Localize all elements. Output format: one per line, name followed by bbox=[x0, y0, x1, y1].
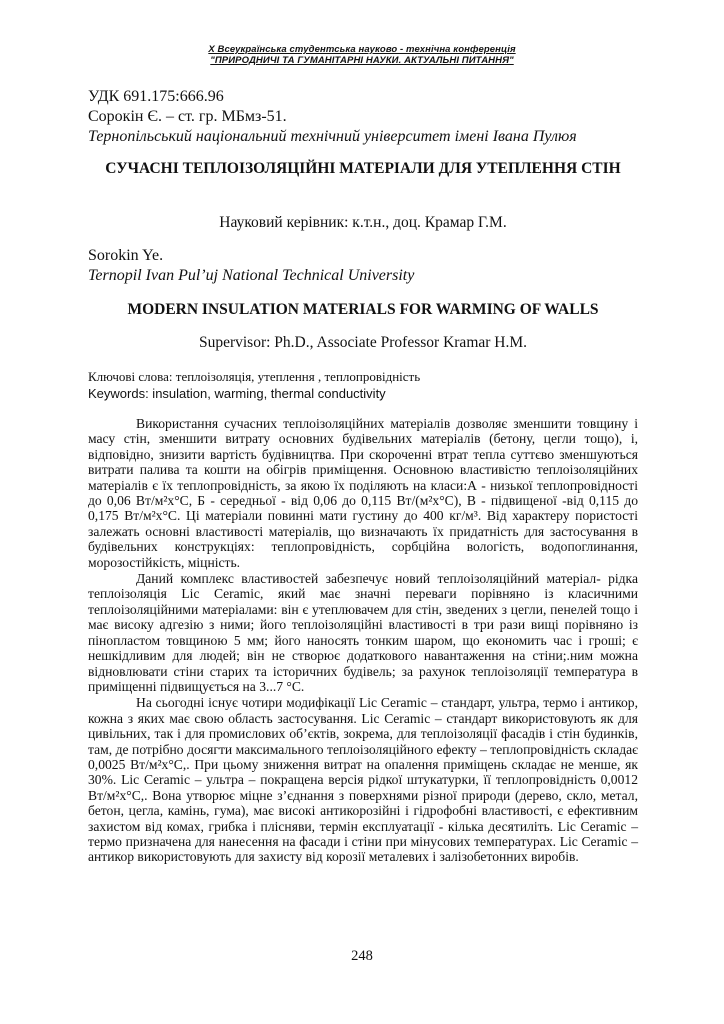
author-ua: Сорокін Є. – ст. гр. МБмз-51. bbox=[88, 108, 287, 125]
supervisor-ua: Науковий керівник: к.т.н., доц. Крамар Г.М. bbox=[219, 214, 507, 231]
supervisor-en: Supervisor: Ph.D., Associate Professor Kramar H.M. bbox=[198, 334, 528, 351]
paragraph-3: На сьогодні існує чотири модифікації Lic Ceramic – стандарт, ультра, термо і антикор, кожна з яких має свою область застосування. Lic Ceramic – стандарт використовують як для цивільних, так і для промислових об’єктів, зокрема, для теплоізоляції фасадів і стін будинків, там, де потрібно досягти максимального теплоізоляційного ефекту – теплопровідність складає 0,0025 Вт/м²х°С,. При цьому зниження витрат на опалення приміщень складає не менше, як 30%. Lic Ceramic – ультра – покращена версія рідкої штукатурки, її теплопровідність 0,0012 Вт/м²х°С,. Вона утворює міцне з’єднання з поверхнями різної природи (дерево, скло, метал, бетон, цегла, камінь, гума), має високі антикорозійні і гідрофобні властивості, є ефективним захистом від комах, грибка і плісняви, термін експлуатації - кілька десятиліть. Lic Ceramic – термо призначена для нанесення на фасади і стіни при мінусових температурах. Lic Ceramic – антикор використовують для захисту від корозії металевих і залізобетонних виробів. bbox=[88, 695, 638, 865]
affiliation-ua: Тернопільський національний технічний університет імені Івана Пулюя bbox=[88, 128, 577, 145]
article-body bbox=[88, 416, 638, 865]
keywords-ua: Ключові слова: теплоізоляція, утеплення , теплопровідність bbox=[88, 369, 421, 384]
author-en: Sorokin Ye. bbox=[88, 247, 164, 264]
title-ua: СУЧАСНІ ТЕПЛОІЗОЛЯЦІЙНІ МАТЕРІАЛИ ДЛЯ УТЕПЛЕННЯ СТІН bbox=[105, 160, 621, 177]
conference-header-line1: X Всеукраїнська студентська науково - технічна конференція bbox=[208, 44, 516, 55]
page-number: 248 bbox=[351, 948, 373, 964]
affiliation-en: Ternopil Ivan Pul’uj National Technical University bbox=[88, 267, 415, 284]
udk-code: УДК 691.175:666.96 bbox=[88, 88, 224, 105]
paragraph-1: Використання сучасних теплоізоляційних матеріалів дозволяє зменшити товщину і масу стін, зменшити витрату основних будівельних матеріалів (бетону, цегли тощо), і, відповідно, знизити вартість будівництва. При скороченні втрат тепла суттєво зменшуються витрати палива та кошти на обігрів приміщення. Основною властивістю теплоізоляційних матеріалів є їх теплопровідність, за якою їх поділяють на класи:А - низької теплопровідності до 0,06 Вт/м²х°С, Б - середньої - від 0,06 до 0,115 Вт/(м²х°С), В - підвищеної -від 0,115 до 0,175 Вт/м²х°С. Ці матеріали повинні мати густину до 400 кг/м³. Від характеру пористості залежать основні властивості матеріалів, що визначають їх придатність для застосування в будівельних конструкціях: теплопровідність, сорбційна вологість, водопоглинання, морозостійкість, міцність. bbox=[88, 416, 638, 570]
paragraph-2: Даний комплекс властивостей забезпечує новий теплоізоляційний матеріал- рідка теплоізоляція Lic Ceramic, який має значні переваги порівняно із класичними теплоізоляційними матеріалами: він є утеплювачем для стін, зведених з цегли, пенелей тощо і має високу адгезію з ними; його теплоізоляційні властивості в три рази вищі порівняно із пінопластом товщиною 5 мм; його наносять тонким шаром, що економить час і гроші; є нешкідливим для людей; він не створює додаткового навантаження на стіни;.ним можна відновлювати стіни старих та історичних будівель; за рахунок теплоізоляції температура в приміщенні підвищується на 3...7 °С. bbox=[88, 571, 638, 694]
conference-header-line2: "ПРИРОДНИЧІ ТА ГУМАНІТАРНІ НАУКИ. АКТУАЛЬНІ ПИТАННЯ" bbox=[210, 55, 514, 66]
title-en: MODERN INSULATION MATERIALS FOR WARMING OF WALLS bbox=[127, 301, 599, 318]
keywords-en: Keywords: insulation, warming, thermal conductivity bbox=[88, 386, 386, 401]
